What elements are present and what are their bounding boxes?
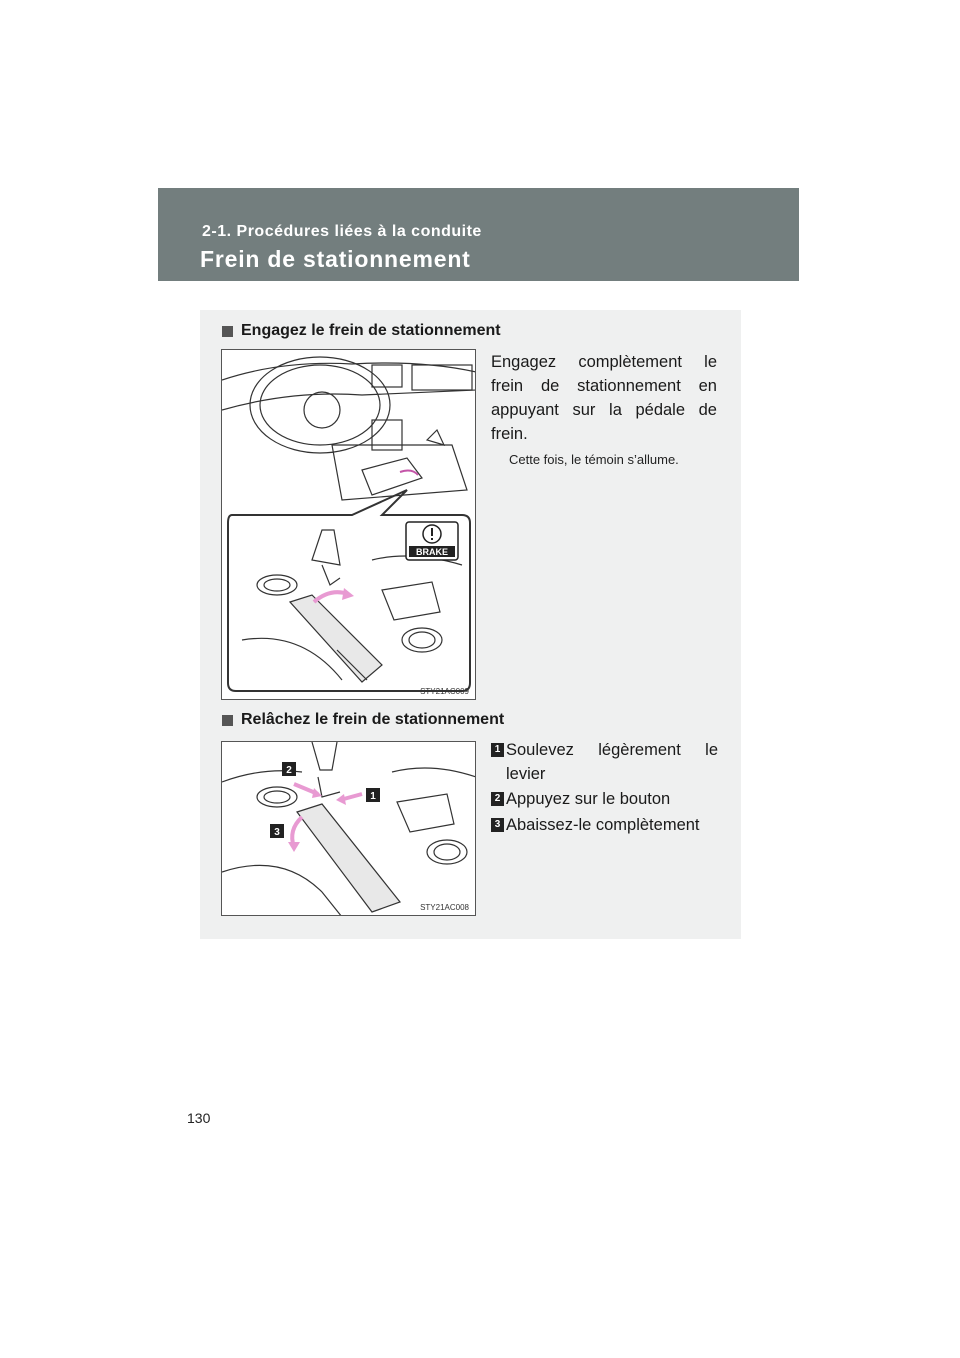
step-number: 2 xyxy=(491,792,504,806)
release-heading-text: Relâchez le frein de stationnement xyxy=(241,711,505,728)
step-marker-3 xyxy=(270,824,284,838)
step-marker-1 xyxy=(366,788,380,802)
svg-text:BRAKE: BRAKE xyxy=(415,547,449,557)
section-label: 2-1. Procédures liées à la conduite xyxy=(202,223,482,240)
step-text: Appuyez sur le bouton xyxy=(506,790,671,808)
step-number: 1 xyxy=(491,743,504,757)
engage-heading-text: Engagez le frein de stationnement xyxy=(241,322,501,339)
release-illustration xyxy=(221,741,476,916)
step-text: Soulevez légèrement le levier xyxy=(506,741,718,783)
dashboard-console-drawing xyxy=(222,350,476,700)
step-2 xyxy=(491,787,718,811)
engage-body-text: Engagez complètement le frein de stationnement en appuyant sur la pédale de frein. xyxy=(491,353,717,443)
figure-code: STY21AC008 xyxy=(420,903,469,912)
page-number: 130 xyxy=(187,1110,211,1126)
step-marker-2 xyxy=(282,762,296,776)
engage-heading xyxy=(222,322,501,340)
step-number: 3 xyxy=(491,818,504,832)
release-heading xyxy=(222,711,504,729)
brake-warning-light-icon xyxy=(406,522,458,560)
square-bullet-icon xyxy=(222,715,233,726)
section-header xyxy=(158,188,799,281)
engage-illustration xyxy=(221,349,476,700)
handbrake-release-drawing xyxy=(222,742,476,916)
square-bullet-icon xyxy=(222,326,233,337)
page-title: Frein de stationnement xyxy=(200,246,471,272)
figure-code: STY21AC009 xyxy=(420,687,469,696)
step-text: Abaissez-le complètement xyxy=(506,816,700,834)
svg-text:2: 2 xyxy=(286,765,292,776)
engage-note: Cette fois, le témoin s’allume. xyxy=(509,452,679,467)
svg-text:1: 1 xyxy=(370,791,376,802)
step-3 xyxy=(491,813,718,837)
step-1 xyxy=(491,738,718,786)
svg-text:3: 3 xyxy=(274,827,280,838)
